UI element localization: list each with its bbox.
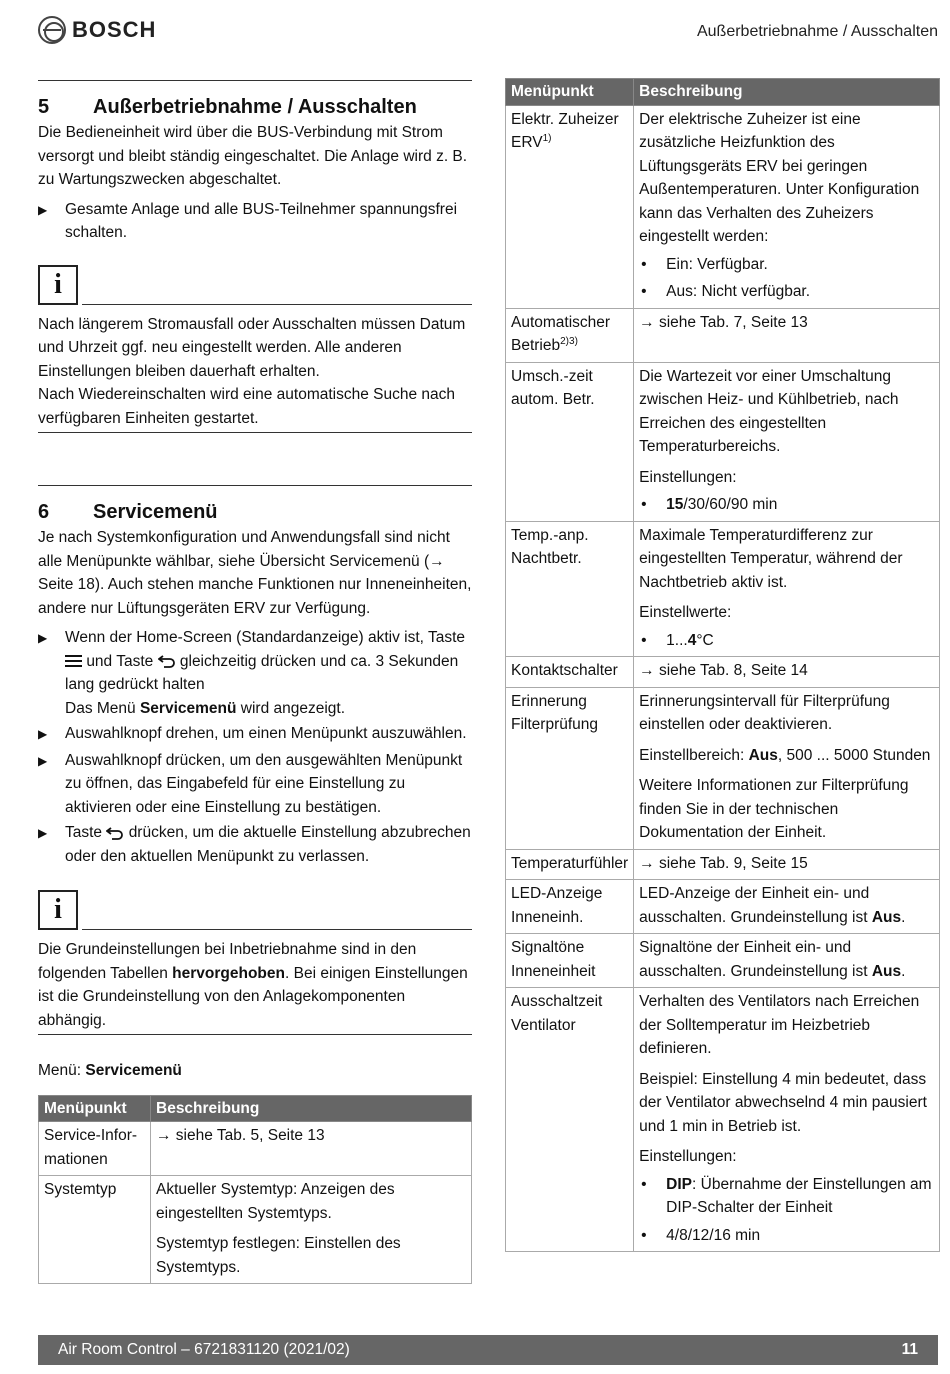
page-number: 11 <box>901 1341 918 1359</box>
list-item: ▶ Wenn der Home-Screen (Standardanzeige) aktiv ist, Taste und Taste gleichzeitig drücken und ca. 3 Sekunden lang gedrückt halten Das Menü Servicemenü wird angezeigt. <box>38 626 472 720</box>
right-column <box>505 78 940 1252</box>
bosch-logo <box>38 16 156 44</box>
list-item: • 15/30/60/90 min <box>641 496 778 513</box>
section-5-heading: 5 Außerbetriebnahme / Ausschalten <box>38 96 417 118</box>
page-header <box>38 16 938 48</box>
table-row: Kontaktschalter → siehe Tab. 8, Seite 14 <box>506 657 940 688</box>
list-item: ▶ Gesamte Anlage und alle BUS-Teilnehmer spannungsfrei schalten. <box>38 198 472 245</box>
running-title: Außerbetriebnahme / Ausschalten <box>696 23 938 40</box>
menu-caption: Menü: Servicemenü <box>38 1062 182 1079</box>
section-divider <box>38 80 472 81</box>
list-item: ▶ Auswahlknopf drehen, um einen Menüpunkt auszuwählen. <box>38 722 472 747</box>
table-row: Temperaturfühler → siehe Tab. 9, Seite 15 <box>506 849 940 880</box>
triangle-bullet-icon: ▶ <box>38 727 48 741</box>
page-footer <box>38 1335 938 1365</box>
bosch-armature-icon <box>38 16 66 44</box>
table-row: Elektr. Zuheizer ERV$^{1)}$ Der elektrische Zuheizer ist eine zusätzliche Heizfunktion des Lüftungsgeräts ERV bei geringen Außentemperaturen. Unter Konfiguration kann das Verhalten des Zuheizers eingestellt werden: • Ein: Verfügbar. • Aus: Nicht verfügbar. <box>506 105 940 308</box>
triangle-bullet-icon: ▶ <box>38 202 48 217</box>
triangle-bullet-icon: ▶ <box>38 826 48 840</box>
list-item: • 4/8/12/16 min <box>641 1226 761 1244</box>
table-row: Erinnerung Filterprüfung Erinnerungsintervall für Filterprüfung einstellen oder deaktivieren. Einstellbereich: Aus, 500 ... 5000 Stunden Weitere Informationen zur Filterprüfung finden Sie in der technischen Dokumentation der Einheit. <box>506 687 940 849</box>
info-note: Nach längerem Stromausfall oder Ausschalten müssen Datum und Uhrzeit ggf. neu eingestellt werden. Alle anderen Einstellungen bleiben dauerhaft erhalten. Nach Wiedereinschalten wird eine automatische Suche nach verfügbaren Einheiten gestartet. <box>38 313 472 434</box>
info-icon: i <box>38 265 78 305</box>
table-row: Service-Infor-mationen → siehe Tab. 5, Seite 13 <box>39 1122 472 1176</box>
section-6-intro: Je nach Systemkonfiguration und Anwendungsfall sind nicht alle Menüpunkte wählbar, siehe Übersicht Servicemenü (→ Seite 18). Auch stehen manche Funktionen nur Inneneinheiten, andere nur Lüftungsgeräten ERV zur Verfügung. <box>38 529 472 617</box>
info-box <box>38 890 472 930</box>
table-row: Signaltöne Inneneinheit Signaltöne der Einheit ein- und ausschalten. Grundeinstellung ist Aus. <box>506 934 940 988</box>
menu-icon <box>65 655 82 667</box>
table-header-row: Menüpunkt Beschreibung <box>506 79 940 106</box>
table-header-row: Menüpunkt Beschreibung <box>39 1095 472 1122</box>
section-6-heading: 6 Servicemenü <box>38 501 218 523</box>
table-row: Automatischer Betrieb$^{2)3)}$ → siehe Tab. 7, Seite 13 <box>506 308 940 362</box>
back-icon <box>158 654 176 668</box>
list-item: ▶ Taste drücken, um die aktuelle Einstellung abzubrechen oder den aktuellen Menüpunkt zu verlassen. <box>38 821 472 868</box>
service-menu-table-1 <box>38 1095 472 1285</box>
section-divider <box>38 485 472 486</box>
section-5-intro: Die Bedieneinheit wird über die BUS-Verbindung mit Strom versorgt und bleibt ständig eingeschaltet. Die Anlage wird z. B. zu Wartungszwecken abgeschaltet. <box>38 124 468 188</box>
left-column <box>38 80 472 1284</box>
info-icon: i <box>38 890 78 930</box>
info-box <box>38 265 472 305</box>
service-menu-table-2 <box>505 78 940 1252</box>
list-item: ▶ Auswahlknopf drücken, um den ausgewählten Menüpunkt zu öffnen, das Eingabefeld für eine Einstellung zu aktivieren oder eine Einstellung zu bestätigen. <box>38 749 472 820</box>
table-row: Temp.-anp. Nachtbetr. Maximale Temperaturdifferenz zur eingestellten Temperatur, während der Nachtbetrieb aktiv ist. Einstellwerte: • 1...4°C <box>506 521 940 657</box>
list-item: • DIP: Übernahme der Einstellungen am DIP-Schalter der Einheit <box>641 1175 932 1216</box>
table-row: Systemtyp Aktueller Systemtyp: Anzeigen des eingestellten Systemtyps. Systemtyp festlegen: Einstellen des Systemtyps. <box>39 1176 472 1284</box>
info-note: Die Grundeinstellungen bei Inbetriebnahme sind in den folgenden Tabellen hervorgehoben. Bei einigen Einstellungen ist die Grundeinstellung von den Anlagekomponenten abhängig. <box>38 938 472 1035</box>
logo-text: BOSCH <box>72 17 157 43</box>
list-item: • Ein: Verfügbar. <box>641 255 768 273</box>
list-item: • 1...4°C <box>641 631 714 649</box>
triangle-bullet-icon: ▶ <box>38 753 48 768</box>
triangle-bullet-icon: ▶ <box>38 631 48 645</box>
table-row: LED-Anzeige Inneneinh. LED-Anzeige der Einheit ein- und ausschalten. Grundeinstellung ist Aus. <box>506 880 940 934</box>
table-row: Ausschaltzeit Ventilator Verhalten des Ventilators nach Erreichen der Solltemperatur im Heizbetrieb definieren. Beispiel: Einstellung 4 min bedeutet, dass der Ventilator abwechselnd 4 min pausiert und 1 min in Betrieb ist. Einstellungen: • DIP: Übernahme der Einstellungen am DIP-Schalter der Einheit • 4/8/12/16 min <box>506 988 940 1252</box>
table-row: Umsch.-zeit autom. Betr. Die Wartezeit vor einer Umschaltung zwischen Heiz- und Kühlbetrieb, nach Erreichen des eingestellten Temperaturbereichs. Einstellungen: • 15/30/60/90 min <box>506 362 940 521</box>
document-id: Air Room Control – 6721831120 (2021/02) <box>58 1341 350 1359</box>
list-item: • Aus: Nicht verfügbar. <box>641 283 811 300</box>
back-icon <box>106 826 124 840</box>
